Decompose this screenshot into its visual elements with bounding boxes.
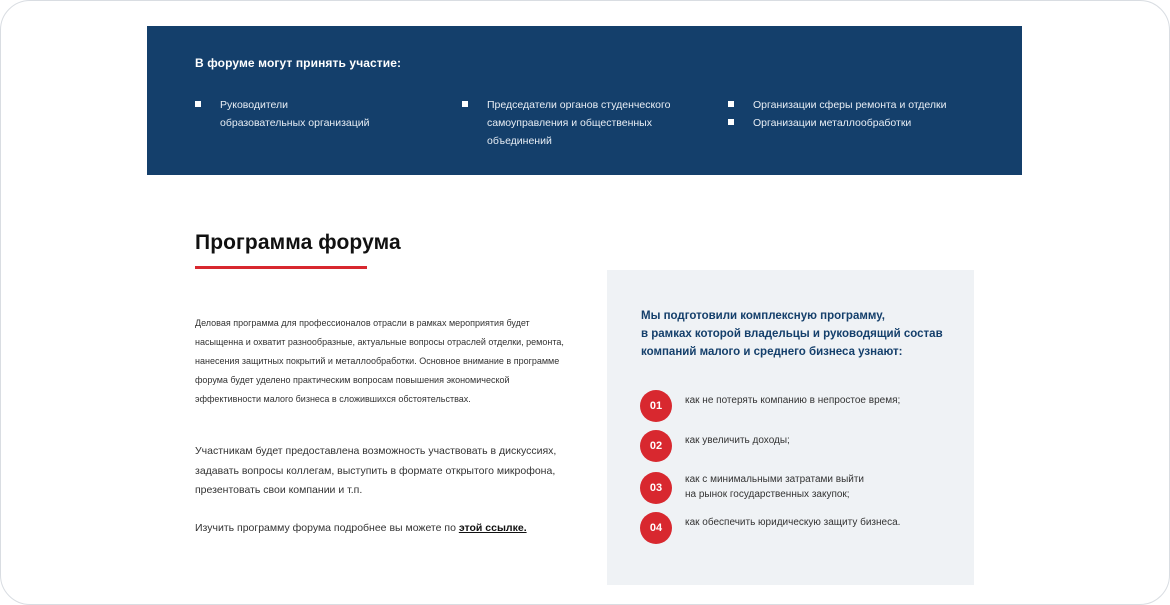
participant-item (728, 96, 978, 114)
participant-item (195, 96, 415, 132)
participant-text: Организации сферы ремонта и отделки (753, 99, 947, 111)
box-intro: Мы подготовили комплексную программу, в рамках которой владельцы и руководящий состав компаний малого и среднего бизнеса узнают: (641, 310, 943, 358)
point-text: как с минимальными затратами выйти на рынок государственных закупок; (685, 474, 865, 500)
banner-title: В форуме могут принять участие: (195, 56, 402, 70)
participant-text: Организации металлообработки (753, 117, 912, 129)
title-underline (195, 266, 367, 269)
participant-text: Председатели органов студенческого самоуправления и общественных объединений (487, 99, 671, 147)
point-text: как увеличить доходы; (685, 435, 790, 446)
point-number-badge: 04 (640, 512, 672, 544)
participants-banner (147, 26, 1022, 175)
participants-opportunities: Участникам будет предоставлена возможность участвовать в дискуссиях, задавать вопросы коллегам, выступить в формате открытого микрофона, презентовать свои компании и т.п. (195, 445, 557, 496)
square-bullet-icon (462, 101, 468, 107)
point-number-badge: 01 (640, 390, 672, 422)
square-bullet-icon (195, 101, 201, 107)
participant-text: Руководители образовательных организаций (220, 99, 370, 129)
program-link[interactable]: этой ссылке. (458, 522, 527, 534)
program-highlights-box (607, 270, 974, 585)
program-link-paragraph (195, 521, 615, 536)
point-text: как не потерять компанию в непростое время; (685, 395, 901, 406)
square-bullet-icon (728, 101, 734, 107)
program-link-text: Изучить программу форума подробнее вы можете по (195, 522, 459, 534)
section-title: Программа форума (195, 231, 401, 254)
program-description: Деловая программа для профессионалов отрасли в рамках мероприятия будет насыщенна и охватит разнообразные, актуальные вопросы отраслей отделки, ремонта, нанесения защитных покрытий и металлообработки. Основное внимание в программе форума будет уделено практическим вопросам повышения экономической эффективности малого бизнеса в сложившихся обстоятельствах. (195, 318, 564, 404)
point-number-badge: 02 (640, 430, 672, 462)
participant-item (462, 96, 692, 150)
point-number-badge: 03 (640, 472, 672, 504)
square-bullet-icon (728, 119, 734, 125)
point-text: как обеспечить юридическую защиту бизнеса. (685, 517, 901, 528)
participant-item (728, 114, 978, 132)
